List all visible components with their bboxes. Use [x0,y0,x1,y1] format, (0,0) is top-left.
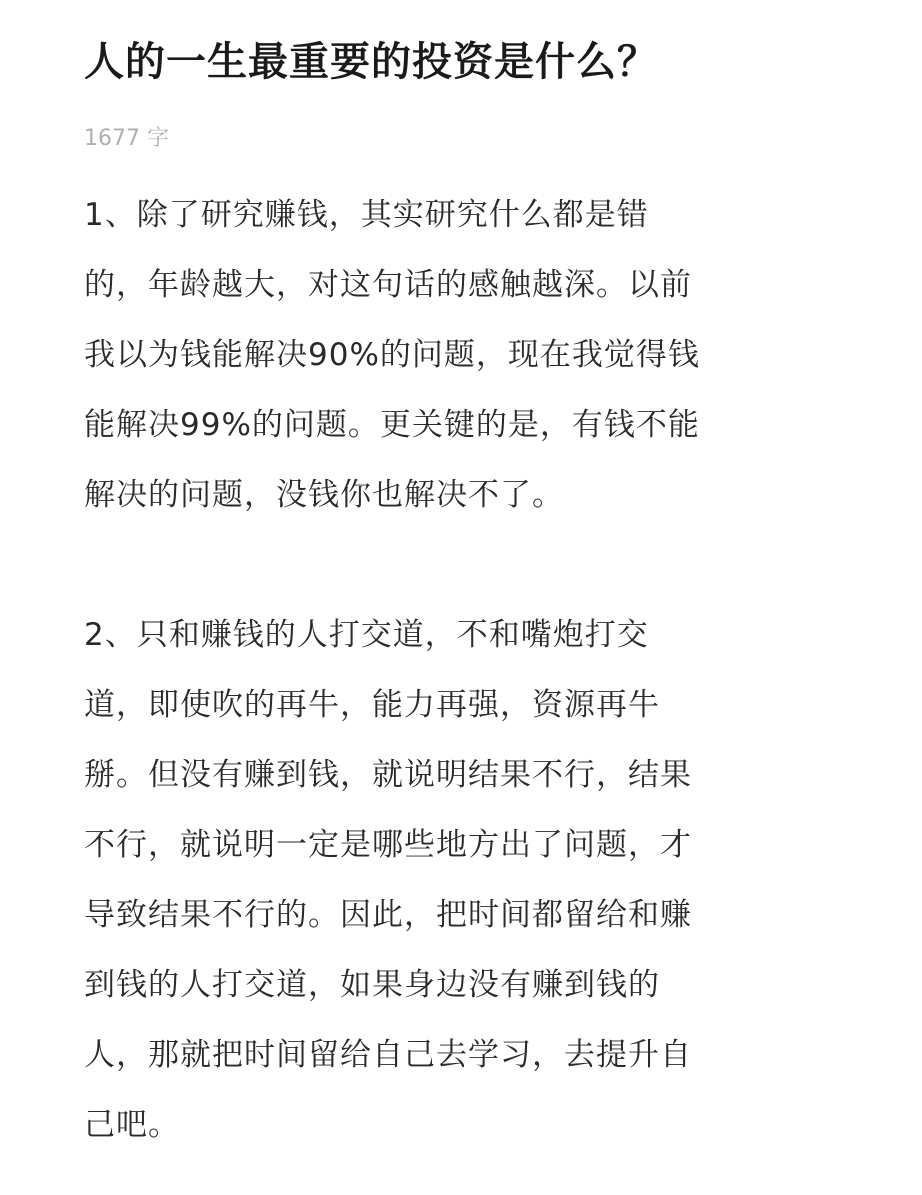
paragraph-line: 到钱的人打交道，如果身边没有赚到钱的 [84,967,660,1003]
paragraph-1 [84,180,700,530]
paragraph-line: 导致结果不行的。因此，把时间都留给和赚 [84,897,692,933]
article-title: 人的一生最重要的投资是什么？ [84,39,658,85]
paragraph-line: 能解决99%的问题。更关键的是，有钱不能 [84,407,700,443]
paragraph-line: 1、除了研究赚钱，其实研究什么都是错 [84,197,649,233]
paragraph-line: 掰。但没有赚到钱，就说明结果不行，结果 [84,757,692,793]
paragraph-line: 的，年龄越大，对这句话的感触越深。以前 [84,267,692,303]
paragraph-line: 道，即使吹的再牛，能力再强，资源再牛 [84,687,660,723]
word-count: 1677 字 [84,126,169,151]
paragraph-line: 我以为钱能解决90%的问题，现在我觉得钱 [84,337,700,373]
paragraph-line: 人，那就把时间留给自己去学习，去提升自 [84,1037,692,1073]
paragraph-line: 不行，就说明一定是哪些地方出了问题，才 [84,827,692,863]
paragraph-line: 解决的问题，没钱你也解决不了。 [84,477,564,513]
paragraph-line: 2、只和赚钱的人打交道，不和嘴炮打交 [84,617,649,653]
paragraph-2 [84,600,692,1160]
paragraph-line: 己吧。 [84,1107,180,1143]
